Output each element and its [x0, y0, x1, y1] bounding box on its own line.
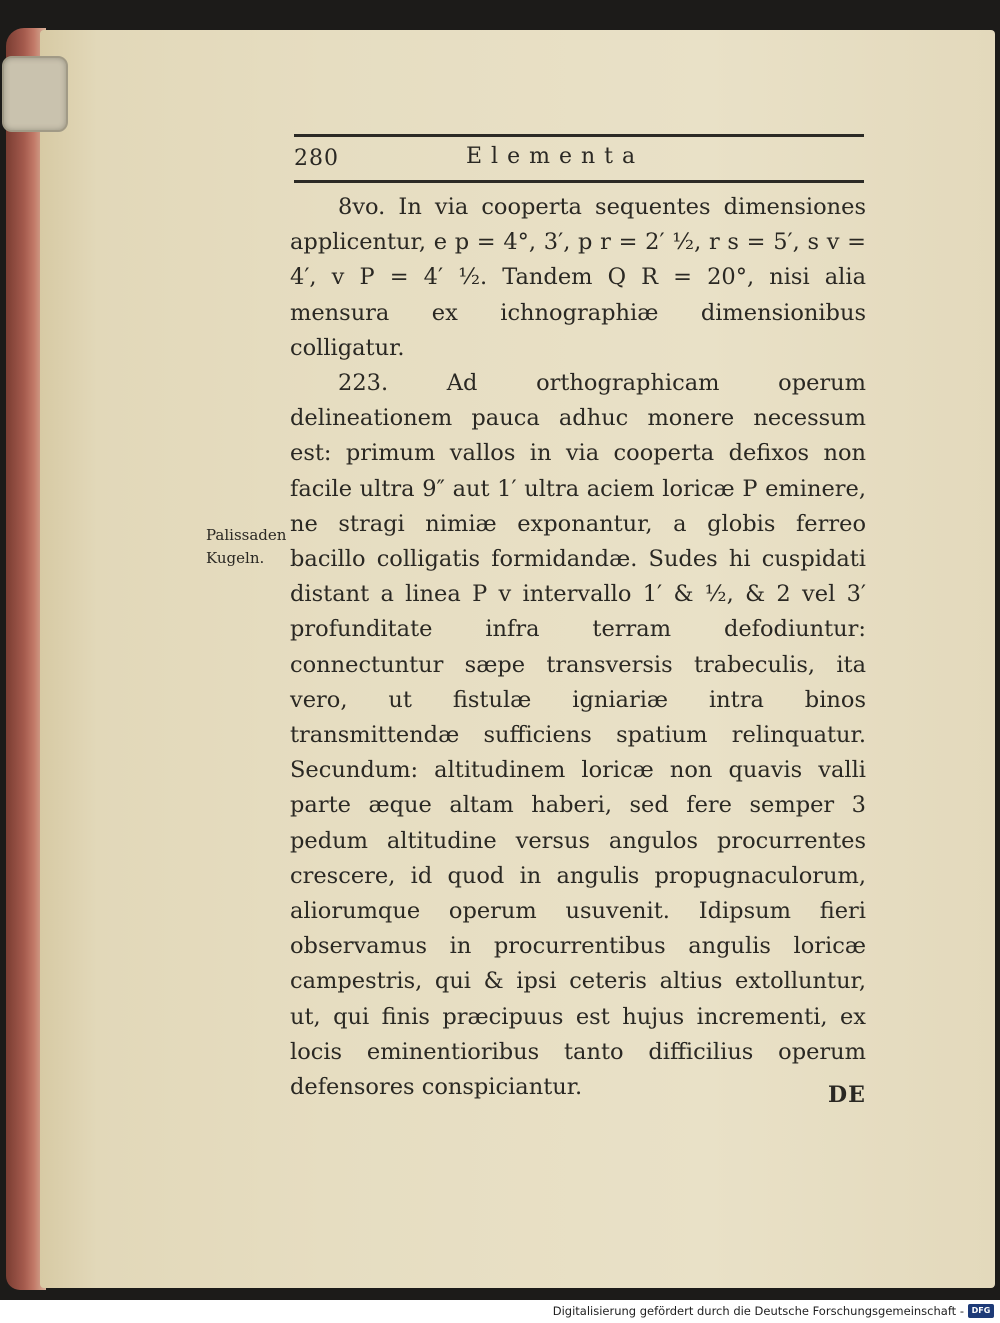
body-text	[290, 190, 866, 1105]
catchword: DE	[828, 1082, 866, 1108]
margin-note	[206, 524, 288, 570]
page-clip-tab	[2, 56, 68, 132]
page-number: 280	[294, 146, 339, 171]
margin-note-line-1: Palissaden	[206, 526, 287, 544]
digitization-footer	[0, 1300, 1000, 1323]
footer-credit: Digitalisierung gefördert durch die Deutsche Forschungsgemeinschaft -	[552, 1304, 964, 1318]
paragraph-223: 223. Ad orthographicam operum delineationem pauca adhuc monere necessum est: primum vallos in via cooperta defixos non facile ultra 9″ aut 1′ ultra aciem loricæ P eminere, ne stragi nimiæ exponantur, a globis ferreo bacillo colligatis formidandæ. Sudes hi cuspidati distant a linea P v intervallo 1′ & ½, & 2 vel 3′ profunditate infra terram defodiuntur: connectuntur sæpe transversis trabeculis, ita vero, ut fistulæ igniariæ intra binos transmittendæ sufficiens spatium relinquatur. Secundum: altitudinem loricæ non quavis valli parte æque altam haberi, sed fere semper 3 pedum altitudine versus angulos procurrentes crescere, id quod in angulis propugnaculorum, aliorumque operum usuvenit. Idipsum fieri observamus in procurrentibus angulis loricæ campestris, qui & ipsi ceteris altius extolluntur, ut, qui finis præcipuus est hujus incrementi, ex locis eminentioribus tanto difficilius operum defensores conspiciantur.	[290, 370, 866, 1101]
dfg-logo: DFG	[968, 1304, 994, 1318]
header-rule-top	[294, 134, 864, 137]
running-title: Elementa	[466, 144, 645, 169]
paragraph-8vo: 8vo. In via cooperta sequentes dimensiones applicentur, e p = 4°, 3′, p r = 2′ ½, r s = 5′, s v = 4′, v P = 4′ ½. Tandem Q R = 20°, nisi alia mensura ex ichnographiæ dimensionibus colligatur.	[290, 194, 866, 361]
margin-note-line-2: Kugeln.	[206, 549, 265, 567]
header-rule-bottom	[294, 180, 864, 183]
